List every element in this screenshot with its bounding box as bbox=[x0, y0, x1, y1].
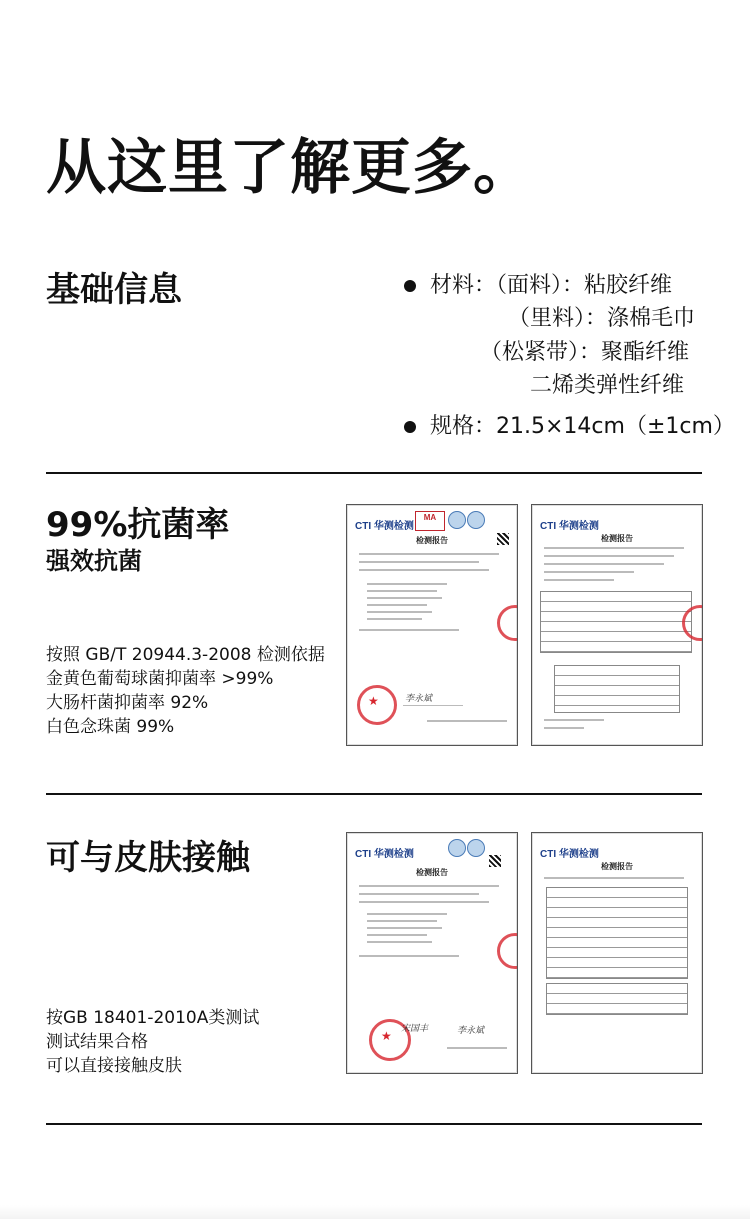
divider bbox=[46, 1123, 702, 1125]
signature: 李永斌 bbox=[457, 1026, 485, 1036]
material-band-2: 二烯类弹性纤维 bbox=[530, 373, 685, 398]
material-label: 材料：（面料）：粘胶纤维 bbox=[430, 273, 673, 298]
desc-line: 按GB 18401-2010A类测试 bbox=[46, 1008, 260, 1028]
results-table bbox=[554, 665, 680, 713]
red-seal-icon bbox=[497, 933, 518, 969]
divider bbox=[46, 472, 702, 474]
desc-line: 金黄色葡萄球菌抑菌率 >99% bbox=[46, 669, 274, 689]
bullet-icon bbox=[404, 421, 416, 433]
desc-line: 按照 GB/T 20944.3-2008 检测依据 bbox=[46, 645, 325, 665]
material-band: （松紧带）：聚酯纤维 bbox=[480, 340, 690, 365]
star-icon: ★ bbox=[368, 694, 379, 708]
results-table bbox=[540, 591, 692, 653]
results-table bbox=[546, 983, 688, 1015]
signature: 李永斌 bbox=[405, 694, 433, 704]
desc-line: 可以直接接触皮肤 bbox=[46, 1056, 182, 1076]
report-image-antibacterial-1 bbox=[346, 504, 518, 746]
antibacterial-title: 99%抗菌率 bbox=[46, 505, 230, 545]
bullet-icon bbox=[404, 280, 416, 292]
desc-line: 测试结果合格 bbox=[46, 1032, 148, 1052]
red-seal-icon bbox=[497, 605, 518, 641]
report-title: 检测报告 bbox=[601, 861, 633, 871]
report-image-skin-2 bbox=[531, 832, 703, 1074]
cti-logo: CTI 华测检测 bbox=[540, 521, 599, 532]
divider bbox=[46, 793, 702, 795]
cti-logo: CTI 华测检测 bbox=[540, 849, 599, 860]
basic-info-title: 基础信息 bbox=[46, 270, 182, 310]
results-table bbox=[546, 887, 688, 979]
spec-line bbox=[404, 409, 735, 440]
qr-code-icon bbox=[489, 855, 501, 867]
spec-label: 规格：21.5×14cm（±1cm） bbox=[430, 414, 735, 439]
skin-description bbox=[46, 1006, 259, 1078]
cnas-badge-icon bbox=[467, 511, 485, 529]
material-lining: （里料）：涤棉毛巾 bbox=[508, 306, 696, 331]
report-title: 检测报告 bbox=[416, 535, 448, 545]
report-image-antibacterial-2 bbox=[531, 504, 703, 746]
report-image-skin-1 bbox=[346, 832, 518, 1074]
desc-line: 白色念珠菌 99% bbox=[46, 717, 175, 737]
desc-line: 大肠杆菌抑菌率 92% bbox=[46, 693, 209, 713]
ilac-badge-icon bbox=[448, 511, 466, 529]
ilac-badge-icon bbox=[448, 839, 466, 857]
skin-contact-title: 可与皮肤接触 bbox=[46, 838, 250, 878]
report-title: 检测报告 bbox=[601, 533, 633, 543]
material-line bbox=[404, 268, 672, 299]
signature: 宋国丰 bbox=[401, 1024, 429, 1034]
antibacterial-subtitle: 强效抗菌 bbox=[46, 547, 142, 575]
cti-logo: CTI 华测检测 bbox=[355, 521, 414, 532]
cnas-badge-icon bbox=[467, 839, 485, 857]
star-icon: ★ bbox=[381, 1029, 392, 1043]
page-headline: 从这里了解更多。 bbox=[46, 133, 534, 203]
report-title: 检测报告 bbox=[416, 867, 448, 877]
bottom-fade bbox=[0, 1205, 750, 1219]
antibacterial-description bbox=[46, 643, 325, 739]
cti-logo: CTI 华测检测 bbox=[355, 849, 414, 860]
ma-logo: MA bbox=[415, 511, 445, 531]
